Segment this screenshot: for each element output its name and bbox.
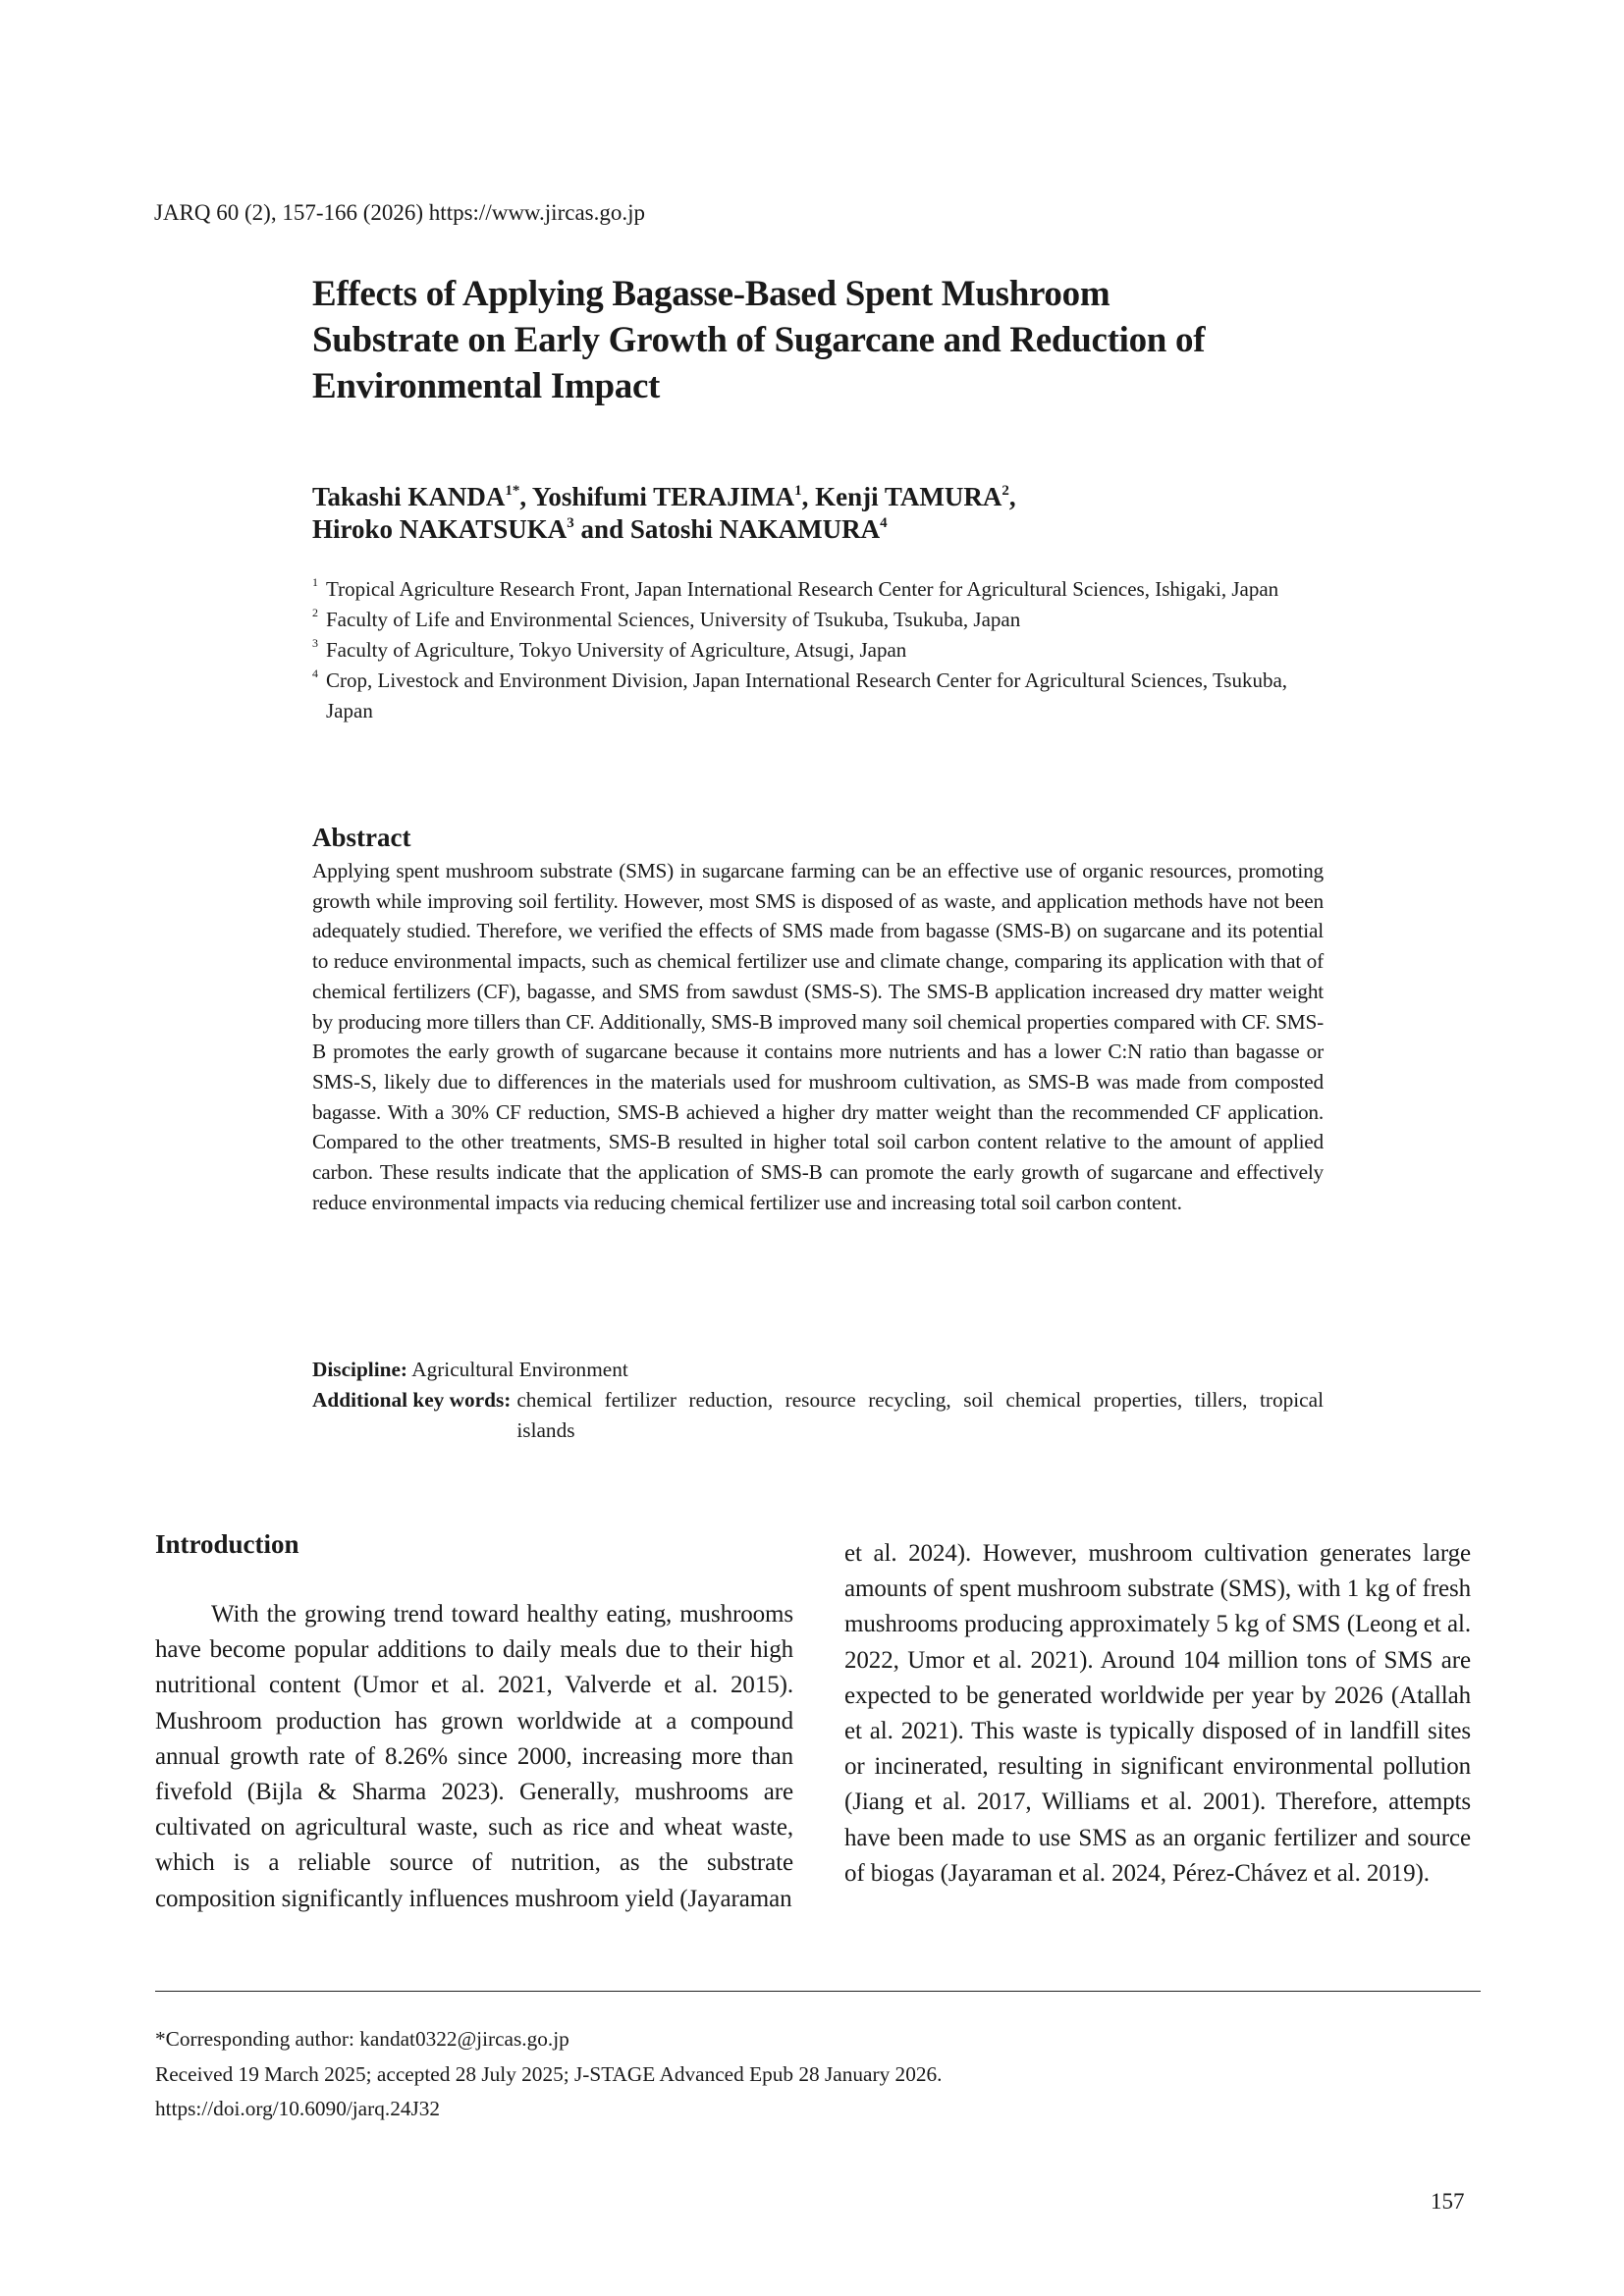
body-column-right (844, 1536, 1471, 1892)
affiliation-number: 4 (312, 667, 318, 680)
author-affiliation-mark: 4 (880, 515, 888, 531)
author-affiliation-mark: 3 (567, 515, 574, 531)
affiliation-number: 2 (312, 606, 318, 619)
author-name: Hiroko NAKATSUKA (312, 514, 568, 544)
author-name: Yoshifumi TERAJIMA (531, 482, 795, 511)
author-affiliation-mark: 2 (1001, 483, 1009, 499)
footnote-divider (155, 1991, 1481, 1992)
affiliation-number: 3 (312, 636, 318, 650)
affiliation-text: Crop, Livestock and Environment Division, Japan International Research Center for Agricultural Sciences, Tsukuba, Japan (326, 668, 1288, 722)
corresponding-author: *Corresponding author: kandat0322@jircas.go.jp (155, 2027, 569, 2051)
author-separator: and (573, 514, 630, 544)
keywords-row (312, 1385, 1324, 1446)
abstract-text: Applying spent mushroom substrate (SMS) in sugarcane farming can be an effective use of organic resources, promoting growth while improving soil fertility. However, most SMS is disposed of as waste, and application methods have not been adequately studied. Therefore, we verified the effects of SMS made from bagasse (SMS-B) on sugarcane and its potential to reduce environmental impacts, such as chemical fertilizer use and climate change, comparing its application with that of chemical fertilizers (CF), bagasse, and SMS from sawdust (SMS-S). The SMS-B application increased dry matter weight by producing more tillers than CF. Additionally, SMS-B improved many soil chemical properties compared with CF. SMS-B promotes the early growth of sugarcane because it contains more nutrients and has a lower C:N ratio than bagasse or SMS-S, likely due to differences in the materials used for mushroom cultivation, as SMS-B was made from composted bagasse. With a 30% CF reduction, SMS-B achieved a higher dry matter weight than the recommended CF application. Compared to the other treatments, SMS-B resulted in higher total soil carbon content relative to the amount of applied carbon. These results indicate that the application of SMS-B can promote the early growth of sugarcane and effectively reduce environmental impacts via reducing chemical fertilizer use and increasing total soil carbon content. (312, 859, 1324, 1214)
author-line (312, 513, 1333, 546)
author-name: Kenji TAMURA (815, 482, 1002, 511)
discipline-value: Agricultural Environment (411, 1358, 628, 1381)
introduction-heading: Introduction (155, 1529, 299, 1559)
affiliation-text: Faculty of Agriculture, Tokyo University of Agriculture, Atsugi, Japan (326, 638, 907, 662)
author-separator: , (801, 482, 816, 511)
author-separator: , (519, 482, 532, 511)
abstract-heading: Abstract (312, 823, 411, 852)
affiliation-number: 1 (312, 575, 318, 589)
introduction-paragraph: With the growing trend toward healthy eating, mushrooms have become popular additions to daily meals due to their high nutritional content (Umor et al. 2021, Valverde et al. 2015). Mushroom production has grown worldwide at a compound annual growth rate of 8.26% since 2000, increasing more than fivefold (Bijla & Sharma 2023). Generally, mushrooms are cultivated on agricultural waste, such as rice and wheat waste, which is a reliable source of nutrition, as the substrate composition significantly influences mushroom yield (Jayaraman (155, 1601, 793, 1912)
body-column-left (155, 1522, 793, 1917)
author-name: Satoshi NAKAMURA (629, 514, 881, 544)
paper-title (312, 271, 1333, 409)
affiliation-text: Tropical Agriculture Research Front, Japan International Research Center for Agricultural Sciences, Ishigaki, Japan (326, 577, 1279, 601)
title-line: Substrate on Early Growth of Sugarcane and Reduction of (312, 320, 1206, 360)
publication-dates: Received 19 March 2025; accepted 28 July 2025; J-STAGE Advanced Epub 28 January 2026. (155, 2061, 943, 2086)
affiliation-item (312, 635, 1333, 666)
keywords-label: Additional key words: (312, 1388, 512, 1412)
doi-link[interactable]: https://doi.org/10.6090/jarq.24J32 (155, 2097, 441, 2120)
author-name: Takashi KANDA (312, 482, 506, 511)
keywords-block (312, 1355, 1324, 1446)
running-head: JARQ 60 (2), 157-166 (2026) https://www.jircas.go.jp (154, 200, 645, 225)
affiliation-item (312, 666, 1333, 726)
discipline-label: Discipline: (312, 1358, 408, 1381)
affiliation-list (312, 574, 1333, 726)
title-line: Environmental Impact (312, 366, 661, 406)
introduction-paragraph-continued: et al. 2024). However, mushroom cultivation generates large amounts of spent mushroom substrate (SMS), with 1 kg of fresh mushrooms producing approximately 5 kg of SMS (Leong et al. 2022, Umor et al. 2021). Around 104 million tons of SMS are expected to be generated worldwide per year by 2026 (Atallah et al. 2021). This waste is typically disposed of in landfill sites or incinerated, resulting in significant environmental pollution (Jiang et al. 2017, Williams et al. 2001). Therefore, attempts have been made to use SMS as an organic fertilizer and source of biogas (Jayaraman et al. 2024, Pérez-Chávez et al. 2019). (844, 1540, 1471, 1887)
page-number: 157 (1431, 2189, 1465, 2214)
affiliation-text: Faculty of Life and Environmental Sciences, University of Tsukuba, Tsukuba, Japan (326, 608, 1021, 631)
title-line: Effects of Applying Bagasse-Based Spent Mushroom (312, 274, 1110, 314)
author-affiliation-mark: 1* (505, 483, 520, 499)
footnotes (155, 2022, 1481, 2127)
discipline-row (312, 1355, 1324, 1385)
author-list (312, 481, 1333, 546)
affiliation-item (312, 574, 1333, 605)
author-line (312, 481, 1333, 513)
keywords-value: chemical fertilizer reduction, resource recycling, soil chemical properties, tillers, tropical islands (516, 1388, 1324, 1442)
author-affiliation-mark: 1 (794, 483, 802, 499)
affiliation-item (312, 605, 1333, 635)
author-separator: , (1008, 482, 1016, 511)
